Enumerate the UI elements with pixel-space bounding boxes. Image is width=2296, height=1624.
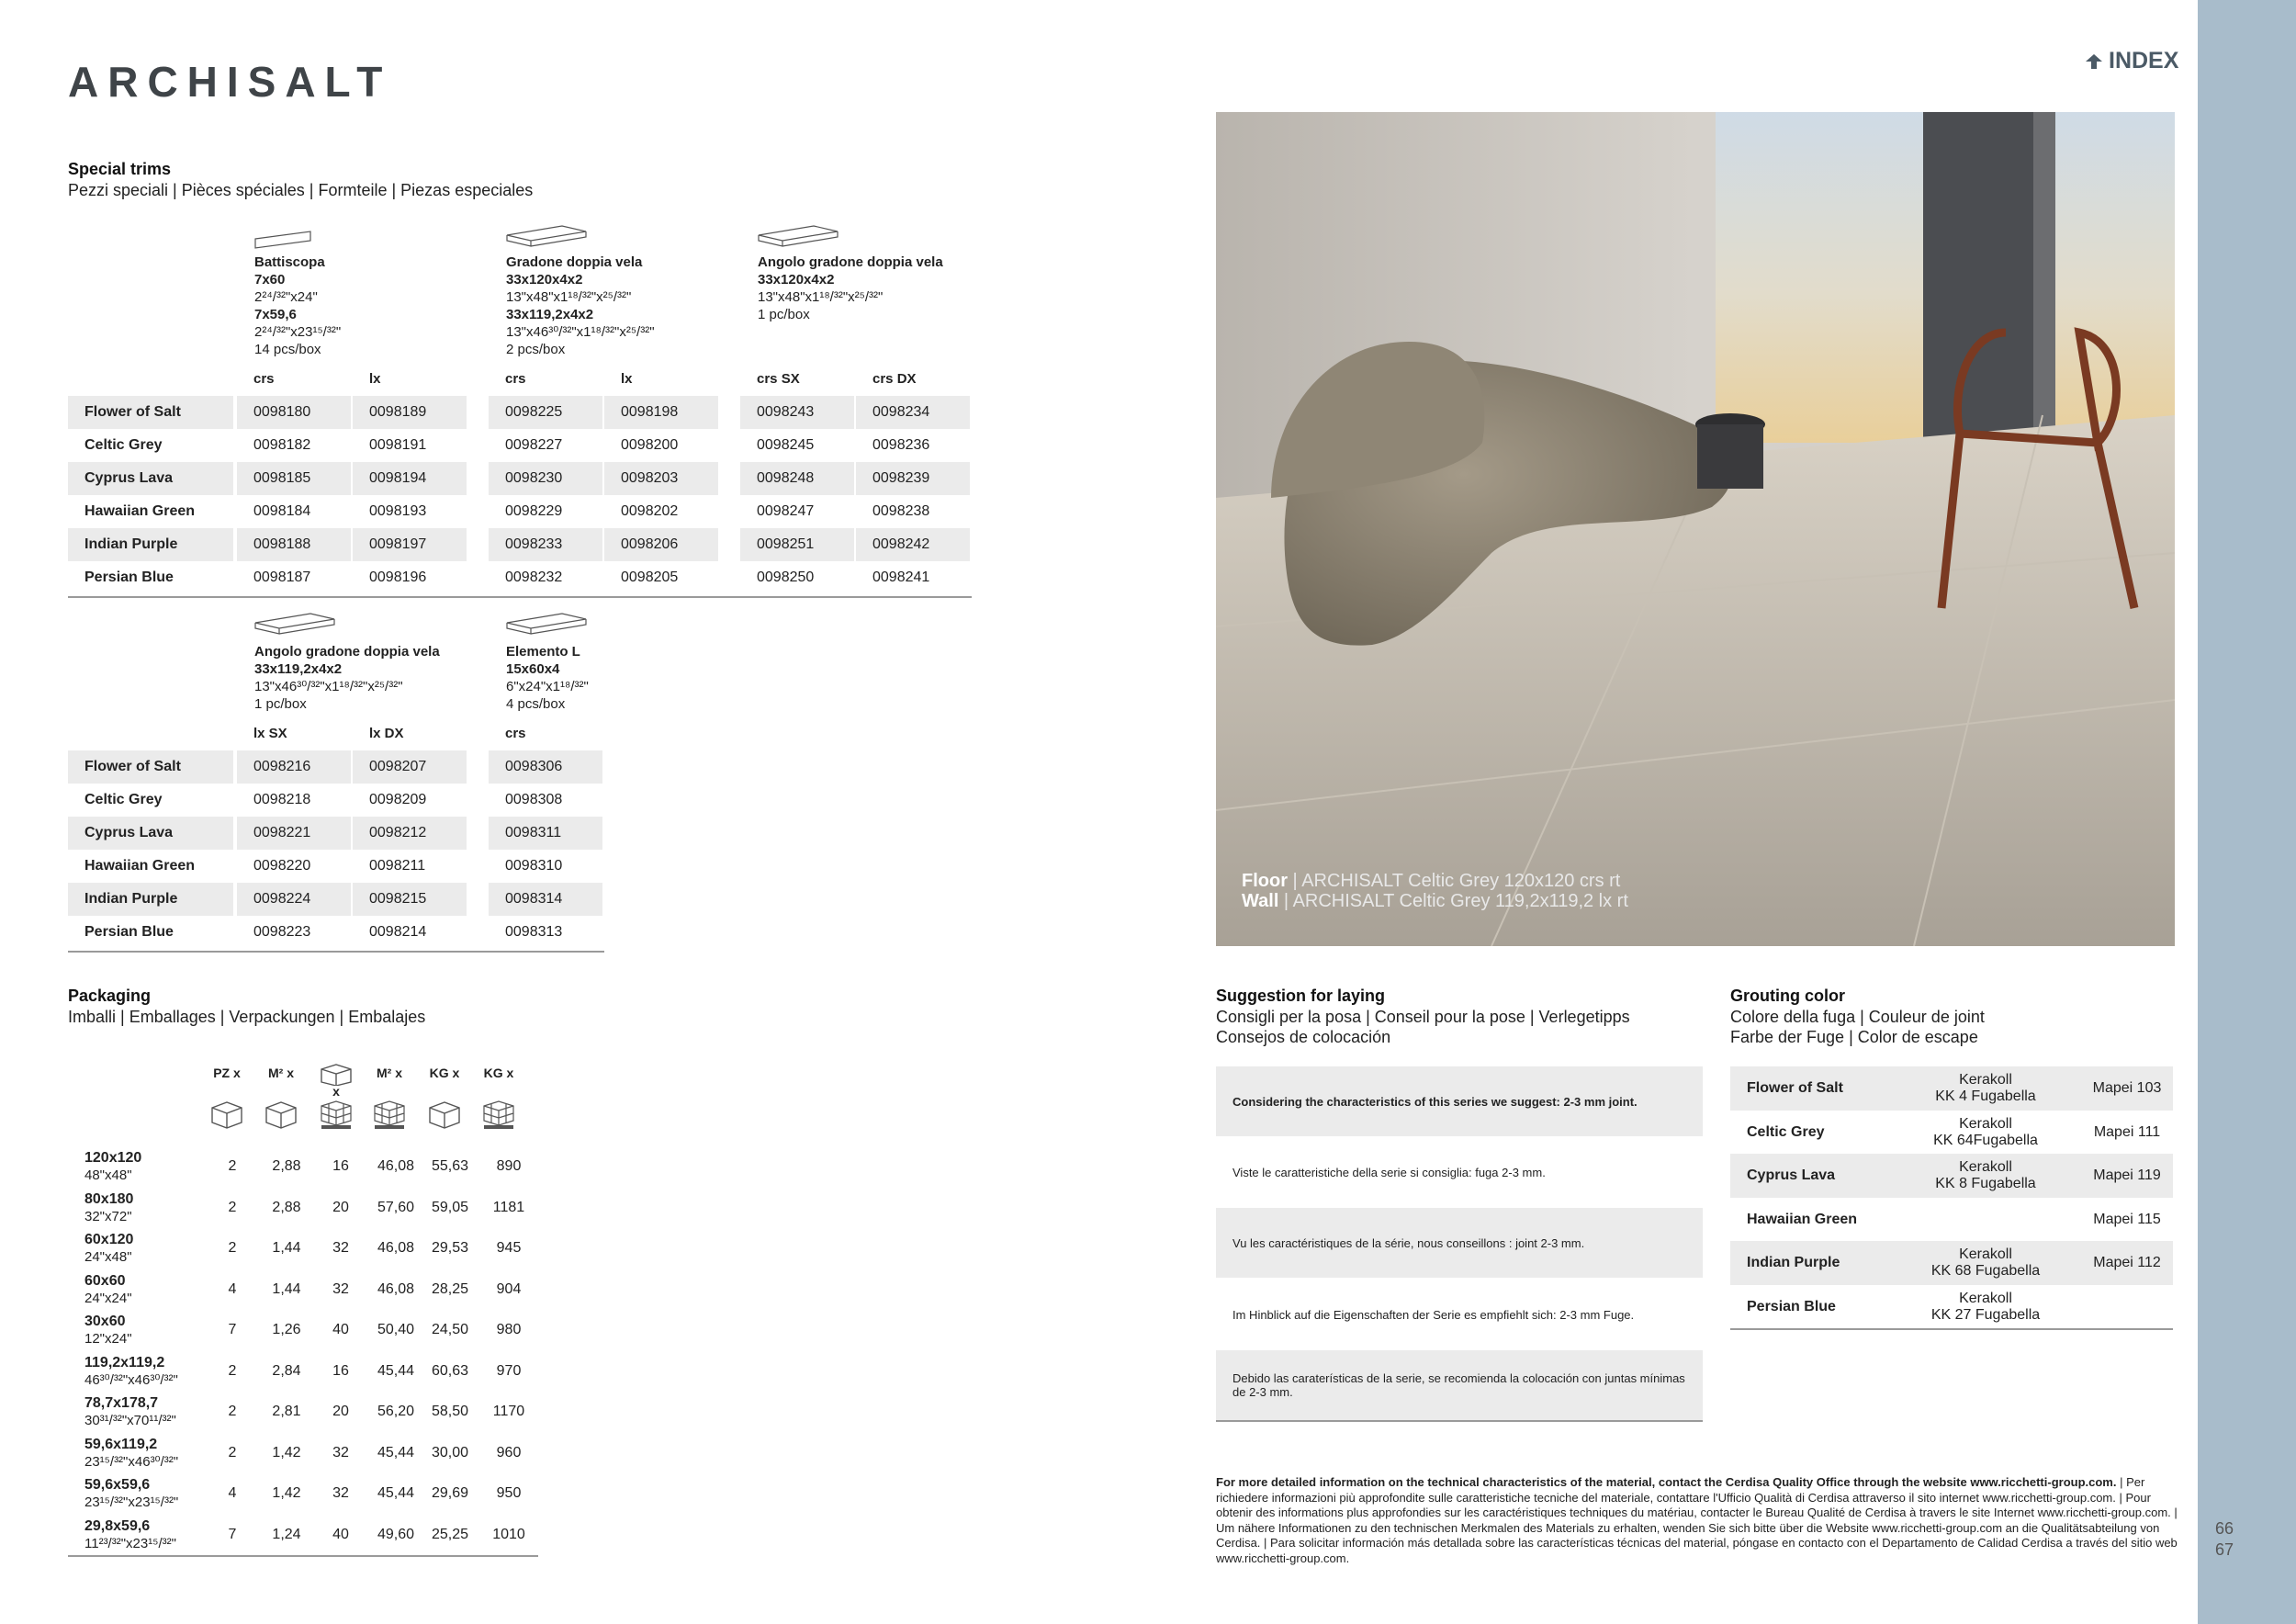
code-cell: 0098233 xyxy=(489,528,602,561)
column-header: crs DX xyxy=(872,371,917,387)
footnote-bold: For more detailed information on the technical characteristics of the material, contact the Cerdisa Quality Office through the website www.ricchetti-group.com. xyxy=(1216,1475,2117,1489)
code-cell: 0098198 xyxy=(604,396,718,429)
code-cell: 0098194 xyxy=(353,462,467,495)
package-value: 46,08 xyxy=(377,1158,415,1174)
package-value: 46,08 xyxy=(377,1280,415,1297)
package-value: 32 xyxy=(332,1280,349,1297)
corner-step-icon xyxy=(757,224,839,250)
kerakoll-brand: Kerakoll xyxy=(1959,1159,2012,1175)
column-header: crs SX xyxy=(757,371,800,387)
row-label: Cyprus Lava xyxy=(68,462,233,495)
package-value: 2,88 xyxy=(272,1199,301,1215)
prod-line: 13"x48"x1¹⁸/³²"x²⁵/³²" xyxy=(506,289,632,305)
grout-name: Cyprus Lava xyxy=(1747,1167,1836,1183)
size-metric: 120x120 xyxy=(84,1150,142,1166)
column-header: crs xyxy=(505,726,526,741)
code-cell: 0098180 xyxy=(237,396,351,429)
kerakoll-code: KK 4 Fugabella xyxy=(1935,1088,2036,1104)
grout-name: Indian Purple xyxy=(1747,1255,1840,1270)
package-size xyxy=(68,1436,206,1471)
grout-kerakoll xyxy=(1894,1116,2077,1149)
prod-line: 13"x46³⁰/³²"x1¹⁸/³²"x²⁵/³²" xyxy=(506,324,655,340)
row-label: Persian Blue xyxy=(84,570,174,585)
code-cell: 0098193 xyxy=(369,503,427,519)
package-value: 16 xyxy=(332,1158,349,1174)
size-metric: 30x60 xyxy=(84,1314,126,1329)
prod-line: 4 pcs/box xyxy=(506,696,566,712)
laying-subtitle-2: Consejos de colocación xyxy=(1216,1028,1391,1046)
divider xyxy=(68,1555,538,1557)
pallet-icon xyxy=(318,1099,355,1130)
kerakoll-brand: Kerakoll xyxy=(1959,1115,2012,1132)
laying-item: Viste le caratteristiche della serie si consiglia: fuga 2-3 mm. xyxy=(1232,1165,1546,1179)
package-size xyxy=(68,1231,206,1266)
code-cell: 0098313 xyxy=(505,924,563,940)
wall-text: | ARCHISALT Celtic Grey 119,2x119,2 lx rt xyxy=(1278,891,1628,911)
kerakoll-code: KK 68 Fugabella xyxy=(1930,1263,2041,1279)
grout-mapei: Mapei 115 xyxy=(2093,1211,2161,1227)
index-label: INDEX xyxy=(2109,48,2179,73)
code-cell: 0098242 xyxy=(856,528,970,561)
prod-line: 33x120x4x2 xyxy=(506,272,583,288)
size-inch: 48"x48" xyxy=(84,1167,132,1183)
column-header: lx DX xyxy=(369,726,404,741)
package-value: 56,20 xyxy=(377,1404,415,1419)
grout-mapei xyxy=(2079,1285,2175,1329)
code-cell: 0098251 xyxy=(740,528,854,561)
package-value: 24,50 xyxy=(431,1322,469,1337)
product-gradone xyxy=(506,254,655,358)
row-label: Celtic Grey xyxy=(84,437,163,453)
kerakoll-brand: Kerakoll xyxy=(1959,1246,2012,1262)
laying-item: Im Hinblick auf die Eigenschaften der Serie es empfiehlt sich: 2-3 mm Fuge. xyxy=(1232,1307,1635,1322)
code-cell: 0098241 xyxy=(872,570,930,585)
arrow-up-icon xyxy=(2083,52,2105,71)
grout-name: Persian Blue xyxy=(1747,1298,1836,1314)
divider xyxy=(1216,1420,1703,1422)
package-value: 29,53 xyxy=(431,1240,469,1256)
code-cell: 0098212 xyxy=(353,817,467,850)
package-value: 7 xyxy=(228,1322,237,1337)
kerakoll-brand: Kerakoll xyxy=(1959,1072,2012,1088)
code-cell: 0098243 xyxy=(740,396,854,429)
product-angolo xyxy=(758,254,943,323)
laying-item: Considering the characteristics of this series we suggest: 2-3 mm joint. xyxy=(1216,1066,1703,1136)
code-cell: 0098221 xyxy=(237,817,351,850)
code-cell: 0098238 xyxy=(872,503,930,519)
package-value: 960 xyxy=(496,1444,522,1460)
kerakoll-code: KK 27 Fugabella xyxy=(1930,1306,2041,1323)
code-cell: 0098182 xyxy=(253,437,311,453)
package-value: 2 xyxy=(228,1240,237,1256)
size-inch: 12"x24" xyxy=(84,1331,132,1347)
package-value: 2 xyxy=(228,1199,237,1215)
package-value: 58,50 xyxy=(431,1404,469,1419)
package-value: 32 xyxy=(332,1240,349,1256)
grout-subtitle-1: Colore della fuga | Couleur de joint xyxy=(1730,1008,1985,1026)
grout-kerakoll xyxy=(1894,1072,2077,1105)
prod-line: 7x59,6 xyxy=(254,307,297,322)
column-header: crs xyxy=(253,371,275,387)
packaging-heading xyxy=(68,987,425,1027)
grout-title: Grouting color xyxy=(1730,987,1845,1005)
code-cell: 0098206 xyxy=(604,528,718,561)
l-element-icon xyxy=(505,612,588,637)
side-band xyxy=(2198,0,2296,1624)
package-value: 904 xyxy=(496,1280,522,1297)
code-cell: 0098202 xyxy=(621,503,679,519)
code-cell: 0098209 xyxy=(369,792,427,807)
prod-line: 7x60 xyxy=(254,272,286,288)
package-value: 890 xyxy=(496,1158,522,1174)
corner-step-icon xyxy=(253,612,336,637)
size-inch: 32"x72" xyxy=(84,1208,132,1224)
package-value: 1,24 xyxy=(272,1526,301,1542)
kerakoll-code: KK 8 Fugabella xyxy=(1935,1176,2036,1191)
size-inch: 23¹⁵/³²"x23¹⁵/³²" xyxy=(84,1494,179,1510)
packaging-header: M² x xyxy=(377,1066,402,1080)
code-cell: 0098189 xyxy=(353,396,467,429)
package-value: 945 xyxy=(496,1240,522,1256)
package-value: 40 xyxy=(332,1322,349,1337)
packaging-title: Packaging xyxy=(68,987,152,1005)
code-cell: 0098229 xyxy=(505,503,563,519)
package-value: 1181 xyxy=(492,1199,525,1215)
grout-mapei: Mapei 111 xyxy=(2093,1123,2161,1140)
size-metric: 59,6x59,6 xyxy=(84,1477,151,1493)
row-label: Celtic Grey xyxy=(84,792,163,807)
package-value: 29,69 xyxy=(431,1485,469,1501)
code-cell: 0098311 xyxy=(489,817,602,850)
size-metric: 60x60 xyxy=(84,1272,126,1289)
package-value: 1,26 xyxy=(272,1322,301,1337)
row-label: Indian Purple xyxy=(68,883,233,916)
grout-row xyxy=(1730,1154,2173,1198)
prod-line: Angolo gradone doppia vela xyxy=(758,254,943,270)
product-angolo-lx xyxy=(254,643,440,713)
code-cell: 0098308 xyxy=(505,792,563,807)
package-value: 1010 xyxy=(492,1526,525,1542)
code-cell: 0098211 xyxy=(369,858,426,874)
package-value: 16 xyxy=(332,1362,349,1379)
grout-mapei: Mapei 112 xyxy=(2093,1255,2161,1270)
package-value: 1,42 xyxy=(272,1444,301,1460)
pallet-icon xyxy=(371,1099,408,1130)
package-value: 20 xyxy=(332,1404,349,1419)
code-cell: 0098185 xyxy=(237,462,351,495)
package-value: 57,60 xyxy=(377,1199,415,1215)
row-label: Flower of Salt xyxy=(68,750,233,784)
prod-line: 13"x48"x1¹⁸/³²"x²⁵/³²" xyxy=(758,289,884,305)
code-cell: 0098306 xyxy=(489,750,602,784)
packaging-subtitle: Imballi | Emballages | Verpackungen | Embalajes xyxy=(68,1008,426,1026)
floor-text: | ARCHISALT Celtic Grey 120x120 crs rt xyxy=(1288,871,1621,891)
column-header: crs xyxy=(505,371,526,387)
package-size xyxy=(68,1313,206,1348)
divider xyxy=(68,951,604,953)
code-cell: 0098205 xyxy=(621,570,679,585)
code-cell: 0098236 xyxy=(872,437,930,453)
prod-line: Gradone doppia vela xyxy=(506,254,643,270)
code-cell: 0098187 xyxy=(253,570,311,585)
prod-line: 33x119,2x4x2 xyxy=(254,661,343,677)
package-value: 32 xyxy=(332,1485,349,1501)
size-metric: 119,2x119,2 xyxy=(84,1354,165,1370)
kerakoll-brand: Kerakoll xyxy=(1959,1290,2012,1306)
package-value: 20 xyxy=(332,1199,349,1215)
row-label: Cyprus Lava xyxy=(68,817,233,850)
code-cell: 0098184 xyxy=(253,503,311,519)
box-icon xyxy=(426,1099,463,1130)
code-cell: 0098314 xyxy=(489,883,602,916)
package-size xyxy=(68,1272,206,1307)
package-value: 46,08 xyxy=(377,1240,415,1256)
package-value: 59,05 xyxy=(431,1199,469,1215)
grout-row xyxy=(1730,1198,2173,1242)
trims-heading xyxy=(68,160,533,200)
room-photo xyxy=(1216,112,2175,946)
box-icon xyxy=(263,1099,299,1130)
packaging-header: M² x xyxy=(268,1066,294,1080)
code-cell: 0098197 xyxy=(353,528,467,561)
box-icon xyxy=(318,1062,355,1086)
package-value: 970 xyxy=(496,1362,522,1379)
laying-item: Vu les caractéristiques de la série, nous conseillons : joint 2-3 mm. xyxy=(1216,1208,1703,1278)
prod-line: 1 pc/box xyxy=(254,696,307,712)
code-cell: 0098191 xyxy=(369,437,427,453)
prod-line: 1 pc/box xyxy=(758,307,810,322)
room-illustration xyxy=(1216,112,2175,946)
code-cell: 0098188 xyxy=(237,528,351,561)
package-value: 30,00 xyxy=(431,1444,469,1460)
package-value: 28,25 xyxy=(431,1280,469,1297)
skirting-icon xyxy=(253,230,318,250)
packaging-header: KG x xyxy=(483,1066,514,1080)
prod-line: 15x60x4 xyxy=(506,661,560,677)
floor-label: Floor xyxy=(1242,871,1288,891)
size-metric: 80x180 xyxy=(84,1190,134,1207)
package-value: 45,44 xyxy=(377,1485,415,1501)
grout-mapei: Mapei 103 xyxy=(2092,1080,2162,1096)
code-cell: 0098225 xyxy=(489,396,602,429)
package-value: 2 xyxy=(228,1444,237,1460)
prod-line: 14 pcs/box xyxy=(254,342,321,357)
page-number-left: 66 xyxy=(2215,1519,2234,1538)
code-cell: 0098245 xyxy=(757,437,815,453)
package-size xyxy=(68,1190,206,1225)
package-value: 50,40 xyxy=(377,1322,415,1337)
code-cell: 0098216 xyxy=(237,750,351,784)
package-value: 1,42 xyxy=(272,1485,301,1501)
size-inch: 46³⁰/³²"x46³⁰/³²" xyxy=(84,1371,178,1388)
size-metric: 60x120 xyxy=(84,1232,134,1247)
prod-line: 2²⁴/³²"x24" xyxy=(254,289,318,305)
code-cell: 0098230 xyxy=(489,462,602,495)
code-cell: 0098239 xyxy=(856,462,970,495)
grout-row xyxy=(1730,1285,2173,1329)
size-inch: 23¹⁵/³²"x46³⁰/³²" xyxy=(84,1453,179,1470)
laying-heading xyxy=(1216,987,1630,1047)
package-value: 2,81 xyxy=(272,1404,301,1419)
grout-name: Celtic Grey xyxy=(1747,1123,1825,1140)
grout-row xyxy=(1730,1066,2173,1111)
row-label: Hawaiian Green xyxy=(84,503,196,519)
column-header: lx SX xyxy=(253,726,287,741)
code-cell: 0098232 xyxy=(505,570,563,585)
row-label: Flower of Salt xyxy=(68,396,233,429)
code-cell: 0098234 xyxy=(856,396,970,429)
grout-subtitle-2: Farbe der Fuge | Color de escape xyxy=(1730,1028,1978,1046)
grout-kerakoll xyxy=(1894,1291,2077,1324)
grout-kerakoll xyxy=(1894,1246,2077,1280)
trims-subtitle: Pezzi speciali | Pièces spéciales | Formteile | Piezas especiales xyxy=(68,181,534,199)
package-value: 32 xyxy=(332,1444,349,1460)
product-battiscopa xyxy=(254,254,341,358)
step-icon xyxy=(505,224,588,250)
package-value: 2 xyxy=(228,1158,237,1174)
grout-name: Flower of Salt xyxy=(1747,1080,1843,1096)
code-cell: 0098207 xyxy=(353,750,467,784)
code-cell: 0098224 xyxy=(237,883,351,916)
package-value: 2,88 xyxy=(272,1158,301,1174)
package-value: 1,44 xyxy=(272,1280,301,1297)
wall-label: Wall xyxy=(1242,891,1279,911)
grout-kerakoll xyxy=(1894,1159,2077,1192)
package-value: 2 xyxy=(228,1362,237,1379)
code-cell: 0098227 xyxy=(505,437,563,453)
code-cell: 0098196 xyxy=(369,570,427,585)
prod-line: 6"x24"x1¹⁸/³²" xyxy=(506,679,589,694)
size-inch: 24"x48" xyxy=(84,1249,132,1265)
prod-line: 13"x46³⁰/³²"x1¹⁸/³²"x²⁵/³²" xyxy=(254,679,403,694)
code-cell: 0098200 xyxy=(621,437,679,453)
laying-title: Suggestion for laying xyxy=(1216,987,1386,1005)
package-value: 980 xyxy=(496,1322,522,1337)
packaging-header: x xyxy=(332,1084,340,1099)
column-header: lx xyxy=(621,371,633,387)
size-inch: 30³¹/³²"x70¹¹/³²" xyxy=(84,1413,176,1428)
package-value: 45,44 xyxy=(377,1362,415,1379)
package-value: 7 xyxy=(228,1526,237,1542)
package-value: 25,25 xyxy=(431,1526,469,1542)
caption-floor xyxy=(1242,871,1620,892)
prod-line: 33x120x4x2 xyxy=(758,272,835,288)
code-cell: 0098310 xyxy=(505,858,563,874)
code-cell: 0098215 xyxy=(353,883,467,916)
row-label: Hawaiian Green xyxy=(84,858,196,874)
package-value: 1,44 xyxy=(272,1240,301,1256)
page-number-right: 67 xyxy=(2215,1540,2234,1559)
packaging-header: PZ x xyxy=(213,1066,241,1080)
box-icon xyxy=(208,1099,245,1130)
code-cell: 0098214 xyxy=(369,924,427,940)
column-header: lx xyxy=(369,371,381,387)
page-title: ARCHISALT xyxy=(68,58,392,106)
code-cell: 0098250 xyxy=(757,570,815,585)
package-value: 2 xyxy=(228,1404,237,1419)
package-value: 4 xyxy=(228,1280,237,1297)
package-value: 55,63 xyxy=(431,1158,469,1174)
package-value: 2,84 xyxy=(272,1362,301,1379)
row-label: Persian Blue xyxy=(84,924,174,940)
code-cell: 0098247 xyxy=(757,503,815,519)
code-cell: 0098203 xyxy=(604,462,718,495)
grout-name: Hawaiian Green xyxy=(1747,1211,1858,1227)
product-elemento-l xyxy=(506,643,589,713)
footnote-rest: | Per richiedere informazioni più approfondite sulle caratteristiche tecniche del materiale, contattare l'Ufficio Qualità di Cerdisa attraverso il sito internet www.ricchetti-group.com. | Pour obtenir des informations plus approfondies sur les caractéristiques techniques du matériau, contacter le Bureau Qualité de Cerdisa à travers le site Internet www.ricchetti-group.com. | Um nähere Informationen zu den technischen Merkmalen des Materials zu erhalten, wenden Sie sich bitte über die Website www.ricchetti-group.com an die Qualitätsabteilung von Cerdisa. | Para solicitar información más detallada sobre las características técnicas del material, póngase en contacto con el Departamento de Calidad Cerdisa a través del sitio web www.ricchetti-group.com. xyxy=(1216,1475,2178,1565)
package-size xyxy=(68,1354,206,1389)
caption-wall xyxy=(1242,891,1628,912)
grout-row xyxy=(1730,1241,2173,1285)
package-value: 1170 xyxy=(492,1404,525,1419)
divider xyxy=(1730,1328,2173,1330)
package-value: 4 xyxy=(228,1485,237,1501)
package-value: 49,60 xyxy=(377,1526,415,1542)
code-cell: 0098218 xyxy=(253,792,311,807)
divider xyxy=(68,596,972,598)
row-label: Indian Purple xyxy=(68,528,233,561)
package-size xyxy=(68,1517,206,1552)
prod-line: Angolo gradone doppia vela xyxy=(254,644,440,660)
package-size xyxy=(68,1394,206,1429)
kerakoll-code: KK 64Fugabella xyxy=(1933,1132,2038,1148)
prod-line: Battiscopa xyxy=(254,254,325,270)
prod-line: Elemento L xyxy=(506,644,580,660)
size-inch: 11²³/³²"x23¹⁵/³²" xyxy=(84,1535,176,1551)
package-value: 45,44 xyxy=(377,1444,415,1460)
prod-line: 33x119,2x4x2 xyxy=(506,307,594,322)
size-metric: 29,8x59,6 xyxy=(84,1517,151,1534)
code-cell: 0098248 xyxy=(740,462,854,495)
prod-line: 2²⁴/³²"x23¹⁵/³²" xyxy=(254,324,342,340)
package-value: 60,63 xyxy=(431,1362,469,1379)
package-value: 40 xyxy=(332,1526,349,1542)
laying-subtitle-1: Consigli per la posa | Conseil pour la pose | Verlegetipps xyxy=(1216,1008,1630,1026)
index-link[interactable] xyxy=(2083,48,2178,74)
package-size xyxy=(68,1476,206,1511)
laying-item: Debido las caraterísticas de la serie, se recomienda la colocación con juntas mínimas de 2-3 mm. xyxy=(1216,1350,1703,1420)
package-size xyxy=(68,1149,206,1184)
prod-line: 2 pcs/box xyxy=(506,342,566,357)
packaging-header: KG x xyxy=(429,1066,460,1080)
grout-heading xyxy=(1730,987,1985,1047)
code-cell: 0098223 xyxy=(253,924,311,940)
grout-mapei: Mapei 119 xyxy=(2093,1167,2161,1183)
package-value: 950 xyxy=(496,1485,522,1501)
size-metric: 59,6x119,2 xyxy=(84,1436,158,1452)
trims-title: Special trims xyxy=(68,160,172,178)
code-cell: 0098220 xyxy=(253,858,311,874)
size-inch: 24"x24" xyxy=(84,1290,132,1306)
grout-row xyxy=(1730,1111,2173,1155)
footnote xyxy=(1216,1475,2189,1566)
size-metric: 78,7x178,7 xyxy=(84,1395,159,1411)
pallet-icon xyxy=(480,1099,517,1130)
